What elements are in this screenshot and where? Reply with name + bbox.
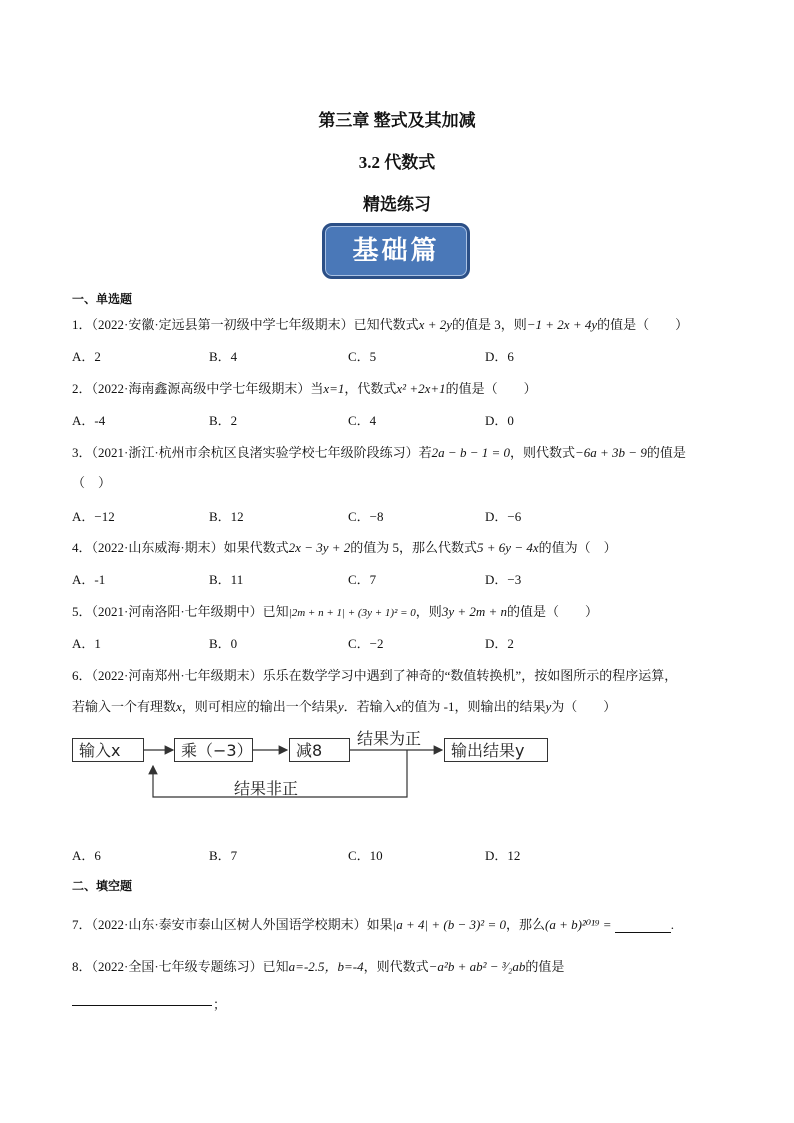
math-expression: |2m + n + 1| + (3y + 1)² = 0 (288, 607, 416, 619)
question-3-line2: （ ） (72, 475, 112, 490)
option-d: D．2 (485, 636, 514, 651)
option-a: A．-4 (72, 413, 106, 428)
question-8-end: ； (213, 997, 227, 1012)
question-text: 3．（2021·浙江·杭州市余杭区良渚实验学校七年级阶段练习）若 (72, 445, 432, 460)
math-expression: −1 + 2x + 4y (526, 317, 598, 332)
chapter-title: 第三章 整式及其加减 (318, 111, 476, 130)
level-badge: 基础篇 (322, 223, 470, 279)
question-text: ．若输入 (343, 699, 396, 714)
option-d: D．12 (485, 848, 521, 863)
math-expression: x=1 (323, 381, 345, 396)
option-b: B．11 (209, 572, 244, 587)
question-8 (72, 956, 564, 975)
flow-output-box: 输出结果y (444, 738, 548, 762)
option-b: B．12 (209, 509, 244, 524)
question-6: 6．（2022·河南郑州·七年级期末）乐乐在数学学习中遇到了神奇的“数值转换机”，按如图所示的程序运算， (72, 668, 678, 683)
question-text: 的值是（ ） (445, 381, 537, 396)
math-expression: (a + b)²⁰¹⁹ = (544, 917, 612, 932)
question-7 (72, 914, 674, 933)
question-text: 的值是 (646, 445, 686, 460)
question-text: 的值为 -1，则输出的结果 (401, 699, 546, 714)
question-text: 的值为 5，那么代数式 (350, 540, 478, 555)
option-c: C．−8 (348, 509, 384, 524)
question-text: 5．（2021·河南洛阳·七年级期中）已知 (72, 604, 289, 619)
option-b: B．0 (209, 636, 238, 651)
answer-blank[interactable] (72, 1005, 212, 1006)
option-c: C．4 (348, 413, 377, 428)
section-title: 3.2 代数式 (358, 153, 436, 172)
option-a: A．-1 (72, 572, 106, 587)
question-text: ，那么 (505, 917, 545, 932)
question-text: ，则代数式 (510, 445, 576, 460)
math-expression: 5 + 6y − 4x (477, 540, 539, 555)
option-c: C．5 (348, 349, 377, 364)
question-text: 8．（2022·全国·七年级专题练习）已知 (72, 959, 289, 974)
question-text: . (670, 917, 674, 932)
subtitle: 精选练习 (363, 195, 431, 214)
flow-subtract-box: 减8 (289, 738, 350, 762)
option-c: C．7 (348, 572, 377, 587)
question-text: 的值是 (525, 959, 565, 974)
question-text: 4．（2022·山东威海·期末）如果代数式 (72, 540, 289, 555)
math-expression: −6a + 3b − 9 (575, 445, 647, 460)
math-expression: 3y + 2m + n (441, 604, 508, 619)
question-text: 为（ ） (551, 699, 617, 714)
math-variable: x (395, 699, 402, 714)
answer-blank[interactable] (615, 920, 671, 933)
math-variable: y (337, 699, 344, 714)
question-text: 1．（2022·安徽·定远县第一初级中学七年级期末）已知代数式 (72, 317, 419, 332)
question-text: ，代数式 (344, 381, 397, 396)
section-heading-single-choice: 一、单选题 (72, 292, 133, 306)
question-text: 若输入一个有理数 (72, 699, 177, 714)
option-a: A．1 (72, 636, 101, 651)
option-d: D．0 (485, 413, 514, 428)
question-text: 7．（2022·山东·泰安市泰山区树人外国语学校期末）如果 (72, 917, 393, 932)
option-a: A．2 (72, 349, 101, 364)
option-a: A．6 (72, 848, 101, 863)
math-expression: x² +2x+1 (396, 381, 446, 396)
math-expression: a=-2.5，b=-4 (288, 959, 364, 974)
option-c: C．10 (348, 848, 383, 863)
flow-input-box: 输入x (72, 738, 144, 762)
option-c: C．−2 (348, 636, 384, 651)
question-text: ，则 (415, 604, 442, 619)
math-expression: |a + 4| + (b − 3)² = 0 (392, 917, 506, 932)
math-expression: x + 2y (418, 317, 452, 332)
question-text: 的值是（ ） (507, 604, 599, 619)
flow-not-positive-label: 结果非正 (234, 779, 299, 798)
option-b: B．2 (209, 413, 238, 428)
question-text: 2．（2022·海南鑫源高级中学七年级期末）当 (72, 381, 324, 396)
question-text: ，则代数式 (363, 959, 429, 974)
math-expression: −a²b + ab² − ³⁄₂ab (428, 959, 526, 974)
question-text: 的值为（ ） (538, 540, 617, 555)
math-expression: 2x − 3y + 2 (288, 540, 351, 555)
math-variable: x (176, 699, 182, 714)
option-a: A．−12 (72, 509, 115, 524)
flow-positive-label: 结果为正 (357, 729, 422, 748)
option-d: D．−3 (485, 572, 522, 587)
math-expression: 2a − b − 1 = 0 (431, 445, 510, 460)
option-d: D．6 (485, 349, 514, 364)
section-heading-fill-blank: 二、填空题 (72, 879, 133, 893)
option-b: B．4 (209, 349, 238, 364)
flow-multiply-box: 乘（−3） (174, 738, 253, 762)
math-variable: y (545, 699, 552, 714)
option-d: D．−6 (485, 509, 522, 524)
question-text: ，则可相应的输出一个结果 (181, 699, 338, 714)
option-b: B．7 (209, 848, 238, 863)
question-text: 的值是 3，则 (451, 317, 527, 332)
question-text: 的值是（ ） (597, 317, 689, 332)
